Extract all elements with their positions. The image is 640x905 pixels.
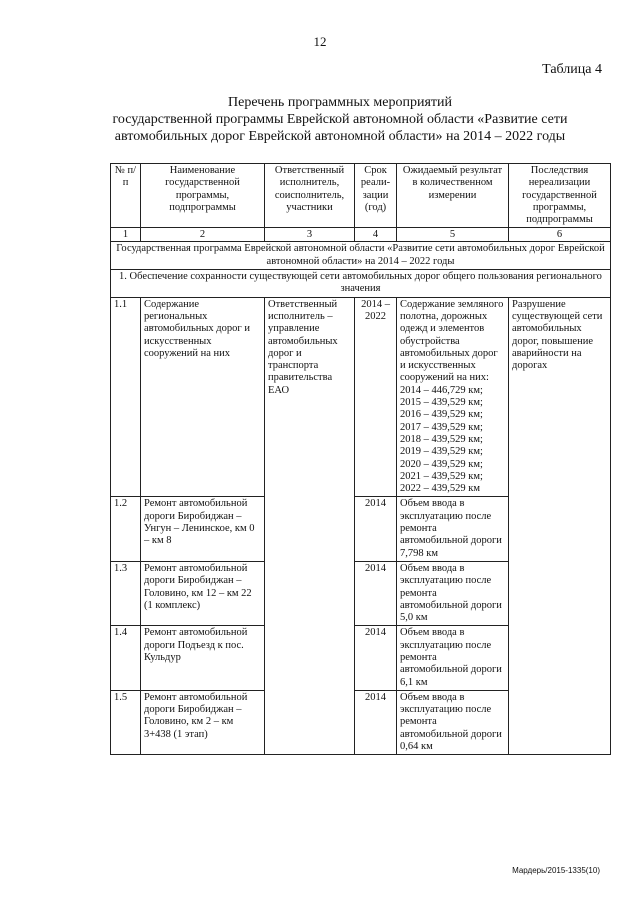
col-number: 5	[397, 228, 509, 242]
table-row	[111, 690, 611, 754]
table-row	[111, 626, 611, 690]
header-term: Срок реали-зации (год)	[355, 164, 397, 228]
result-year-item: 2019 – 439,529 км;	[400, 446, 483, 458]
row-name: Ремонт автомобильной дороги Биробиджан – Головино, км 2 – км 3+438 (1 этап)	[141, 690, 265, 754]
document-title	[90, 94, 590, 145]
row-term: 2014 – 2022	[355, 297, 397, 497]
table-label: Таблица 4	[542, 62, 602, 77]
row-number: 1.1	[111, 297, 141, 497]
section-row	[111, 270, 611, 298]
row-result: Объем ввода в эксплуатацию после ремонта автомобильной дороги 5,0 км	[397, 561, 509, 625]
table-row	[111, 497, 611, 561]
row-name: Ремонт автомобильной дороги Биробиджан – Унгун – Ленинское, км 0 – км 8	[141, 497, 265, 561]
header-result: Ожидаемый результат в количественном измерении	[397, 164, 509, 228]
row-result: Объем ввода в эксплуатацию после ремонта автомобильной дороги 6,1 км	[397, 626, 509, 690]
row-number: 1.2	[111, 497, 141, 561]
row-result	[397, 297, 509, 497]
row-term: 2014	[355, 561, 397, 625]
row-term: 2014	[355, 690, 397, 754]
col-number: 3	[265, 228, 355, 242]
title-line-2: государственной программы Еврейской автономной области «Развитие сети	[112, 112, 568, 127]
result-year-item: 2015 – 439,529 км;	[400, 397, 483, 409]
result-year-item: 2020 – 439,529 км;	[400, 458, 483, 470]
row-responsible-empty	[265, 561, 355, 625]
row-responsible-empty	[265, 497, 355, 561]
section-title-cell: 1. Обеспечение сохранности существующей сети автомобильных дорог общего пользования регионального значения	[111, 270, 611, 298]
header-consequence: Последствия нереализации государственной программы, подпрограммы	[509, 164, 611, 228]
title-line-1: Перечень программных мероприятий	[228, 95, 452, 110]
header-responsible: Ответственный исполнитель, соисполнитель, участники	[265, 164, 355, 228]
result-year-item: 2014 – 446,729 км;	[400, 384, 483, 396]
header-name: Наименование государственной программы, подпрограммы	[141, 164, 265, 228]
title-line-3: автомобильных дорог Еврейской автономной области» на 2014 – 2022 годы	[114, 129, 566, 144]
row-responsible-empty	[265, 690, 355, 754]
row-responsible: Ответственный исполнитель – управление автомобильных дорог и транспорта правительства ЕАО	[265, 297, 355, 497]
row-term: 2014	[355, 497, 397, 561]
col-number: 2	[141, 228, 265, 242]
result-year-item: 2021 – 439,529 км;	[400, 470, 483, 482]
table-row	[111, 297, 611, 497]
row-result: Объем ввода в эксплуатацию после ремонта автомобильной дороги 0,64 км	[397, 690, 509, 754]
row-name: Содержание региональных автомобильных дорог и искусственных сооружений на них	[141, 297, 265, 497]
row-number: 1.4	[111, 626, 141, 690]
row-consequence-empty	[509, 626, 611, 690]
row-name: Ремонт автомобильной дороги Подъезд к пос. Кульдур	[141, 626, 265, 690]
result-year-item: 2017 – 439,529 км;	[400, 421, 483, 433]
program-activities-table	[110, 163, 611, 755]
table-header-row	[111, 164, 611, 228]
result-intro: Содержание земляного полотна, дорожных одежд и элементов обустройства автомобильных дорог и искусственных сооружений на них:	[400, 298, 504, 384]
page-number: 12	[313, 34, 327, 49]
table-row	[111, 561, 611, 625]
header-num: № п/п	[111, 164, 141, 228]
row-term: 2014	[355, 626, 397, 690]
result-year-item: 2022 – 439,529 км	[400, 483, 480, 495]
row-name: Ремонт автомобильной дороги Биробиджан – Головино, км 12 – км 22 (1 комплекс)	[141, 561, 265, 625]
result-year-item: 2018 – 439,529 км;	[400, 433, 483, 445]
row-result: Объем ввода в эксплуатацию после ремонта автомобильной дороги 7,798 км	[397, 497, 509, 561]
row-consequence-empty	[509, 561, 611, 625]
result-year-item: 2016 – 439,529 км;	[400, 409, 483, 421]
row-number: 1.5	[111, 690, 141, 754]
col-number: 6	[509, 228, 611, 242]
footer-code: Мардерь/2015-1335(10)	[512, 866, 600, 875]
column-number-row	[111, 228, 611, 242]
row-consequence: Разрушение существующей сети автомобильных дорог, повышение аварийности на дорогах	[509, 297, 611, 497]
row-consequence-empty	[509, 690, 611, 754]
row-responsible-empty	[265, 626, 355, 690]
row-consequence-empty	[509, 497, 611, 561]
program-title-cell: Государственная программа Еврейской автономной области «Развитие сети автомобильных дорог Еврейской автономной области» на 2014 – 2022 годы	[111, 242, 611, 270]
col-number: 1	[111, 228, 141, 242]
row-number: 1.3	[111, 561, 141, 625]
col-number: 4	[355, 228, 397, 242]
program-row	[111, 242, 611, 270]
